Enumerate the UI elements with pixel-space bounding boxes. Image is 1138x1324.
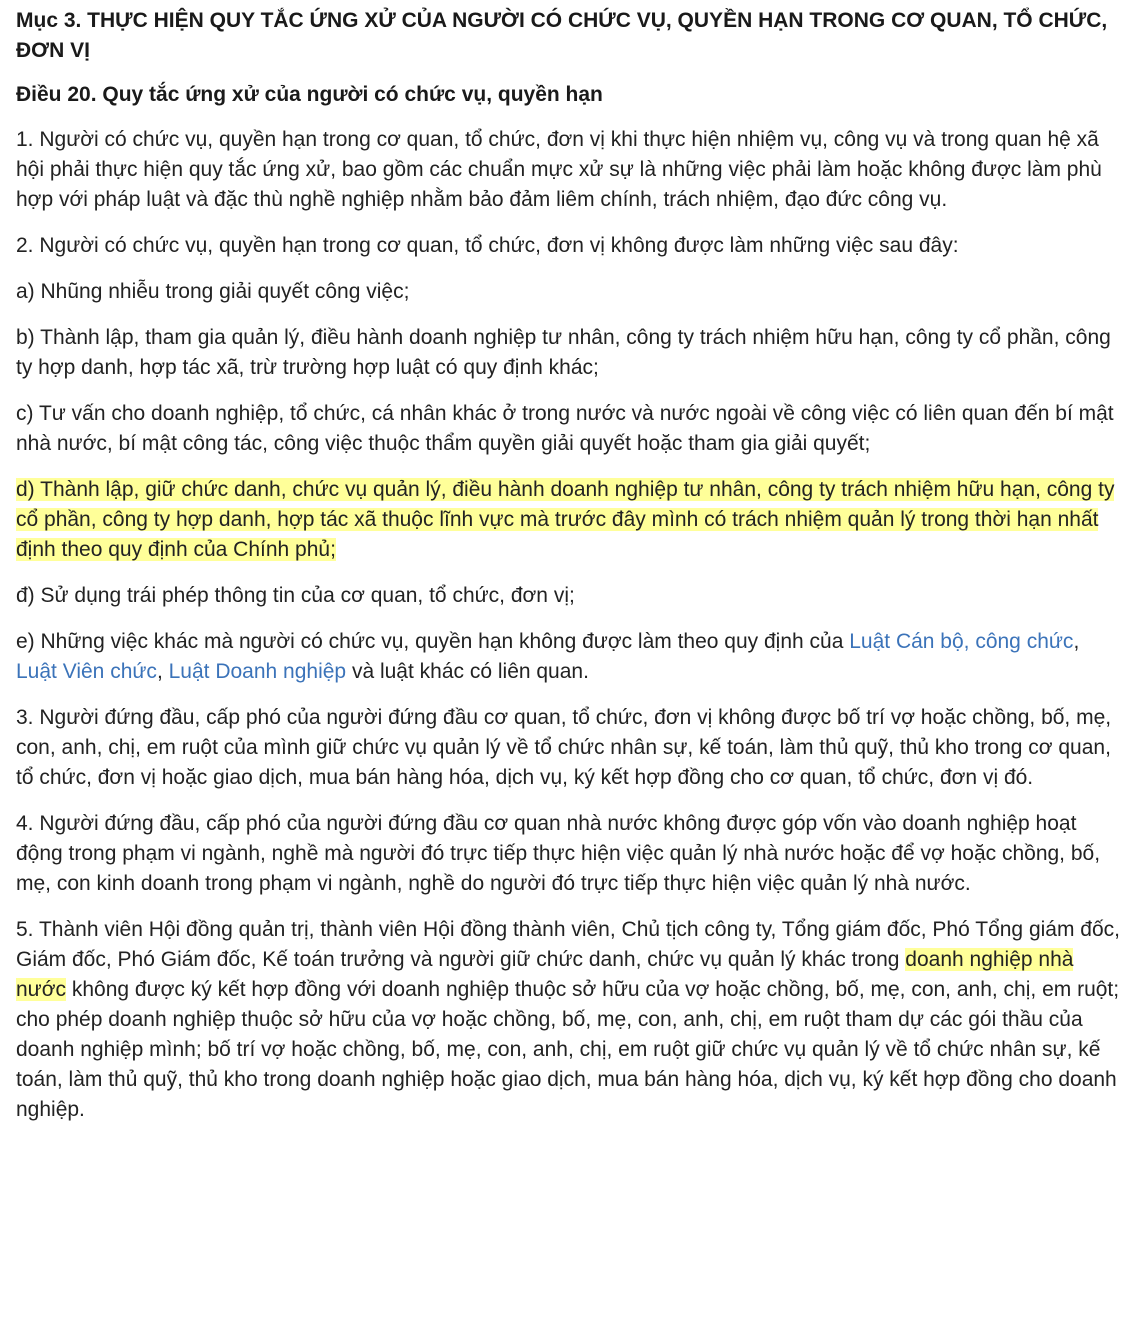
paragraph-2d [16,475,1122,565]
paragraph-2e-separator-1: , [1073,630,1080,653]
article-title: Điều 20. Quy tắc ứng xử của người có chức vụ, quyền hạn [16,83,603,106]
paragraph-2: 2. Người có chức vụ, quyền hạn trong cơ quan, tổ chức, đơn vị không được làm những việc sau đây: [16,234,959,257]
paragraph-4: 4. Người đứng đầu, cấp phó của người đứng đầu cơ quan nhà nước không được góp vốn vào doanh nghiệp hoạt động trong phạm vi ngành, nghề mà người đó trực tiếp thực hiện việc quản lý nhà nước hoặc để vợ hoặc chồng, bố, mẹ, con kinh doanh trong phạm vi ngành, nghề do người đó trực tiếp thực hiện việc quản lý nhà nước. [16,812,1101,895]
paragraph-2e [16,627,1122,687]
paragraph-5-text-before: 5. Thành viên Hội đồng quản trị, thành viên Hội đồng thành viên, Chủ tịch công ty, Tổng giám đốc, Phó Tổng giám đốc, Giám đốc, Phó Giám đốc, Kế toán trưởng và người giữ chức danh, chức vụ quản lý khác trong [16,918,1120,971]
highlighted-text-doanh-nghiep-nha-nuoc: doanh nghiệp nhà nước [16,948,1074,1001]
paragraph-2a: a) Nhũng nhiễu trong giải quyết công việc; [16,280,410,303]
paragraph-1: 1. Người có chức vụ, quyền hạn trong cơ quan, tổ chức, đơn vị khi thực hiện nhiệm vụ, công vụ và trong quan hệ xã hội phải thực hiện quy tắc ứng xử, bao gồm các chuẩn mực xử sự là những việc phải làm hoặc không được làm phù hợp với pháp luật và đặc thù nghề nghiệp nhằm bảo đảm liêm chính, trách nhiệm, đạo đức công vụ. [16,128,1102,211]
paragraph-2e-text-after: và luật khác có liên quan. [346,660,589,683]
link-luat-can-bo-cong-chuc[interactable]: Luật Cán bộ, công chức [849,630,1074,653]
paragraph-2e-separator-2: , [156,660,169,683]
paragraph-3: 3. Người đứng đầu, cấp phó của người đứng đầu cơ quan, tổ chức, đơn vị không được bố trí vợ hoặc chồng, bố, mẹ, con, anh, chị, em ruột của mình giữ chức vụ quản lý về tổ chức nhân sự, kế toán, làm thủ quỹ, thủ kho trong cơ quan, tổ chức, đơn vị hoặc giao dịch, mua bán hàng hóa, dịch vụ, ký kết hợp đồng cho cơ quan, tổ chức, đơn vị đó. [16,706,1112,789]
paragraph-2b: b) Thành lập, tham gia quản lý, điều hành doanh nghiệp tư nhân, công ty trách nhiệm hữu hạn, công ty cổ phần, công ty hợp danh, hợp tác xã, trừ trường hợp luật có quy định khác; [16,326,1111,379]
paragraph-2e-text-before: e) Những việc khác mà người có chức vụ, quyền hạn không được làm theo quy định của [16,630,850,653]
paragraph-5-text-after: không được ký kết hợp đồng với doanh nghiệp thuộc sở hữu của vợ hoặc chồng, bố, mẹ, con, anh, chị, em ruột; cho phép doanh nghiệp thuộc sở hữu của vợ hoặc chồng, bố, mẹ, con, anh, chị, em ruột tham dự các gói thầu của doanh nghiệp mình; bố trí vợ hoặc chồng, bố, mẹ, con, anh, chị, em ruột giữ chức vụ quản lý về tổ chức nhân sự, kế toán, làm thủ quỹ, thủ kho trong doanh nghiệp hoặc giao dịch, mua bán hàng hóa, dịch vụ, ký kết hợp đồng cho doanh nghiệp. [16,978,1120,1121]
paragraph-5 [16,915,1122,1125]
paragraph-2c: c) Tư vấn cho doanh nghiệp, tổ chức, cá nhân khác ở trong nước và nước ngoài về công việc có liên quan đến bí mật nhà nước, bí mật công tác, công việc thuộc thẩm quyền giải quyết hoặc tham gia giải quyết; [16,402,1114,455]
highlighted-text-2d: d) Thành lập, giữ chức danh, chức vụ quản lý, điều hành doanh nghiệp tư nhân, công ty trách nhiệm hữu hạn, công ty cổ phần, công ty hợp danh, hợp tác xã thuộc lĩnh vực mà trước đây mình có trách nhiệm quản lý trong thời hạn nhất định theo quy định của Chính phủ; [16,478,1115,561]
link-luat-doanh-nghiep[interactable]: Luật Doanh nghiệp [168,660,347,683]
link-luat-vien-chuc[interactable]: Luật Viên chức [16,660,157,683]
paragraph-2dd: đ) Sử dụng trái phép thông tin của cơ quan, tổ chức, đơn vị; [16,584,575,607]
section-heading: Mục 3. THỰC HIỆN QUY TẮC ỨNG XỬ CỦA NGƯỜI CÓ CHỨC VỤ, QUYỀN HẠN TRONG CƠ QUAN, TỔ CHỨC, ĐƠN VỊ [16,9,1108,62]
